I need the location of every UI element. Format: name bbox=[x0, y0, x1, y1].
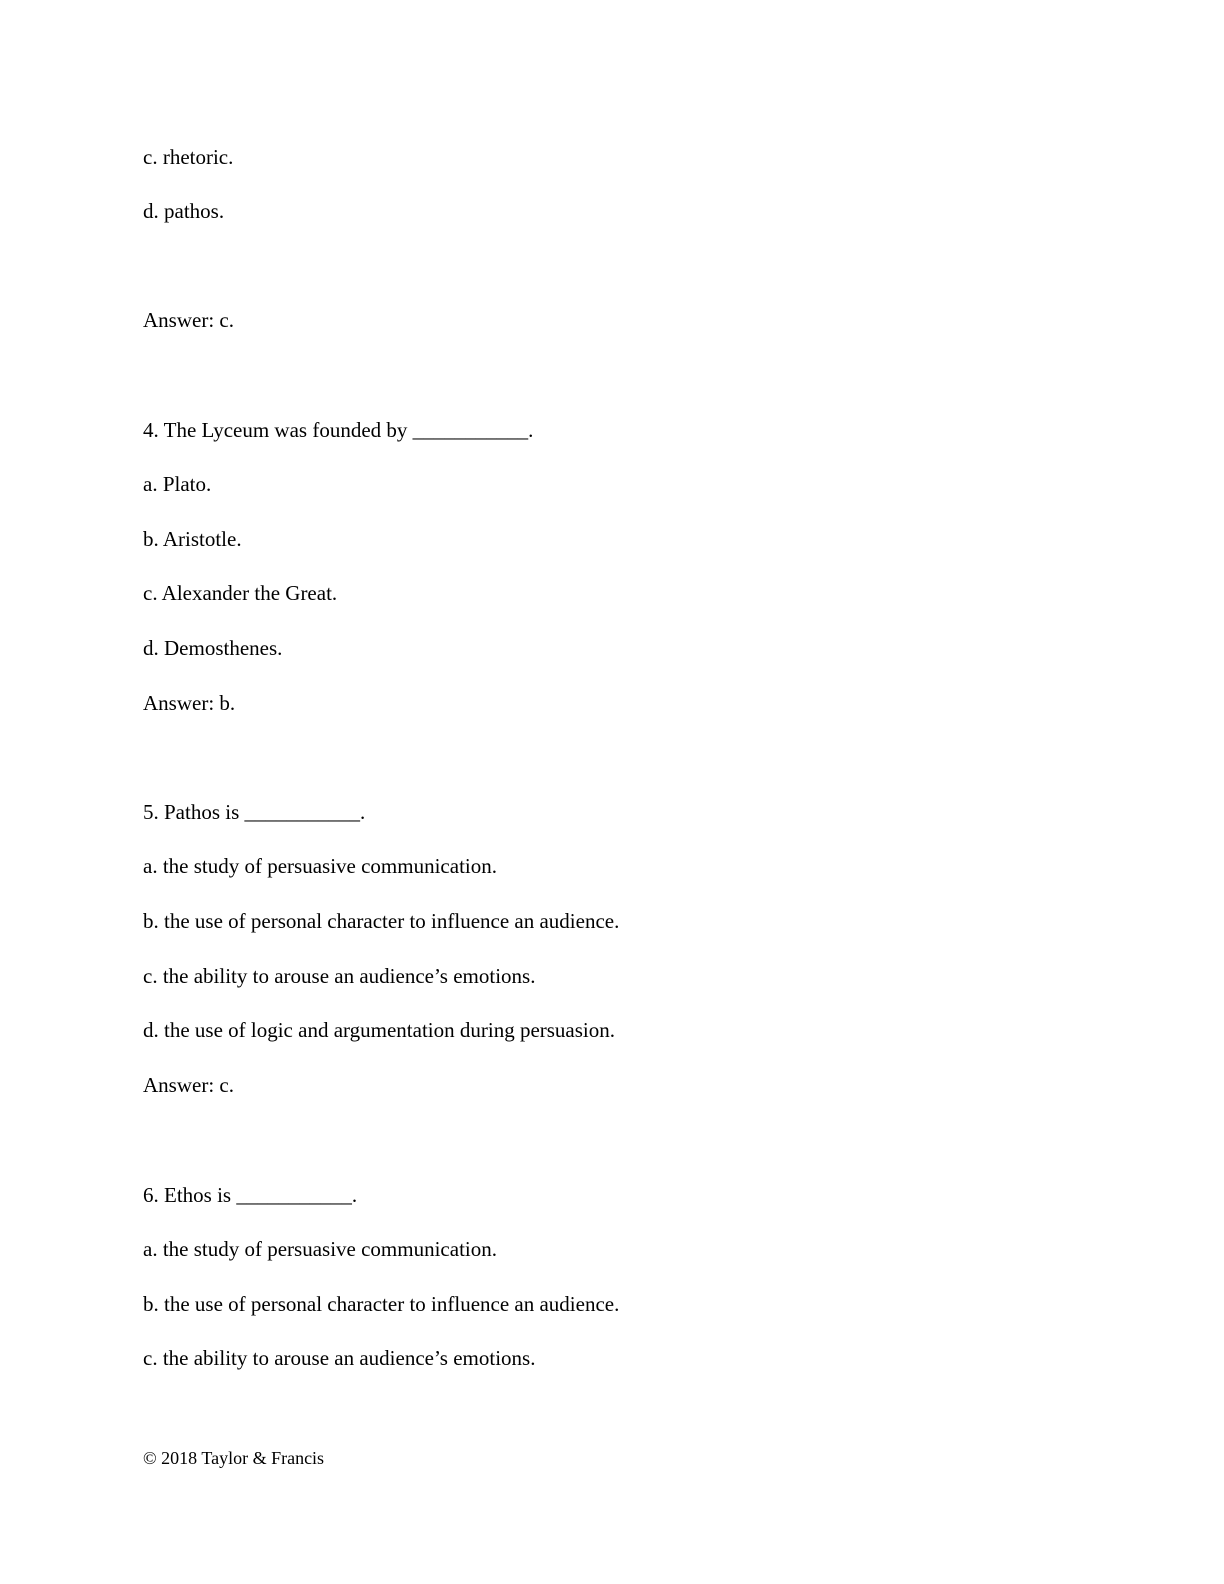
question-4-stem: 4. The Lyceum was founded by ___________. bbox=[143, 418, 534, 442]
question-4-option-b: b. Aristotle. bbox=[143, 527, 242, 551]
question-6-option-c: c. the ability to arouse an audience’s emotions. bbox=[143, 1346, 536, 1370]
question-5-option-c: c. the ability to arouse an audience’s emotions. bbox=[143, 964, 536, 988]
question-5-stem: 5. Pathos is ___________. bbox=[143, 800, 366, 824]
question-4-option-c: c. Alexander the Great. bbox=[143, 581, 338, 605]
carryover-answer: Answer: c. bbox=[143, 308, 234, 332]
question-5-option-a: a. the study of persuasive communication. bbox=[143, 854, 497, 878]
question-5-answer: Answer: c. bbox=[143, 1073, 234, 1097]
question-4-option-d: d. Demosthenes. bbox=[143, 636, 283, 660]
carryover-option-d: d. pathos. bbox=[143, 199, 225, 223]
copyright-footer: © 2018 Taylor & Francis bbox=[143, 1448, 325, 1468]
question-6-option-b: b. the use of personal character to influence an audience. bbox=[143, 1292, 620, 1316]
question-6-option-a: a. the study of persuasive communication. bbox=[143, 1237, 497, 1261]
question-5-option-d: d. the use of logic and argumentation during persuasion. bbox=[143, 1018, 616, 1042]
question-4-option-a: a. Plato. bbox=[143, 472, 212, 496]
question-4-answer: Answer: b. bbox=[143, 691, 236, 715]
question-5-option-b: b. the use of personal character to influence an audience. bbox=[143, 909, 620, 933]
question-6-stem: 6. Ethos is ___________. bbox=[143, 1183, 358, 1207]
carryover-option-c: c. rhetoric. bbox=[143, 145, 234, 169]
